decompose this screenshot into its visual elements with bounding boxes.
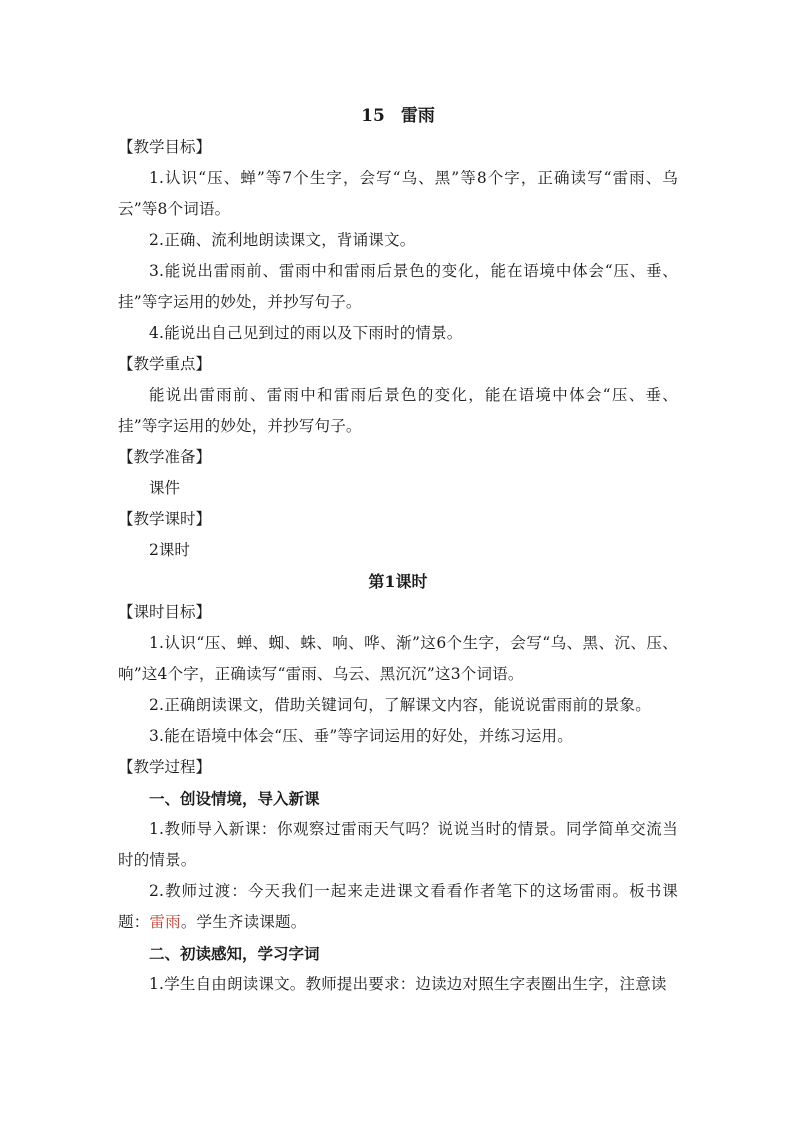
lesson1-title: 第1课时 [368,572,428,591]
step1-paragraph [118,876,678,938]
lesson-goals-heading: 【课时目标】 [118,603,212,621]
teaching-hours-text: 2课时 [149,541,190,559]
step2-paragraph: 1.学生自由朗读课文。教师提出要求：边读边对照生字表圈出生字，注意读 [149,975,667,993]
step1-title: 一、创设情境，导入新课 [149,789,320,808]
goal-item: 4.能说出自己见到过的雨以及下雨时的情景。 [149,324,463,342]
teaching-focus-text: 能说出雷雨前、雷雨中和雷雨后景色的变化，能在语境中体会“压、垂、挂”等字运用的妙处，并抄写句子。 [118,386,678,435]
page-title [118,101,678,132]
goal-item: 3.能说出雷雨前、雷雨中和雷雨后景色的变化，能在语境中体会“压、垂、挂”等字运用的妙处，并抄写句子。 [118,262,678,311]
teaching-hours-heading: 【教学课时】 [118,510,212,528]
teaching-goals-heading: 【教学目标】 [118,138,212,156]
step1-p2-suffix: 。学生齐读课题。 [180,913,307,931]
step2-title: 二、初读感知，学习字词 [149,944,320,963]
lesson-number: 15 [361,106,385,126]
teaching-focus-heading: 【教学重点】 [118,355,212,373]
lesson-goal-item: 1.认识“压、蝉、蜘、蛛、响、哗、渐”这6个生字，会写“乌、黑、沉、压、响”这4个字，正确读写“雷雨、乌云、黑沉沉”这3个词语。 [118,634,678,683]
step1-paragraph: 1.教师导入新课：你观察过雷雨天气吗？说说当时的情景。同学简单交流当时的情景。 [118,820,678,869]
lesson-plan [118,101,678,1000]
teaching-prep-text: 课件 [149,479,181,497]
lesson-goal-item: 3.能在语境中体会“压、垂”等字词运用的好处，并练习运用。 [149,727,573,745]
lesson-title: 雷雨 [400,106,435,126]
teaching-process-heading: 【教学过程】 [118,758,212,776]
board-title-highlight: 雷雨 [149,913,181,931]
teaching-prep-heading: 【教学准备】 [118,448,212,466]
lesson-goal-item: 2.正确朗读课文，借助关键词句，了解课文内容，能说说雷雨前的景象。 [149,696,651,714]
step1-p2-prefix: 2.教师过渡：今天我们一起来走进课文看看作者笔下的这场雷雨。板书课题： [118,882,678,931]
goal-item: 1.认识“压、蝉”等7个生字，会写“乌、黑”等8个字，正确读写“雷雨、乌云”等8个词语。 [118,169,678,218]
goal-item: 2.正确、流利地朗读课文，背诵课文。 [149,231,416,249]
